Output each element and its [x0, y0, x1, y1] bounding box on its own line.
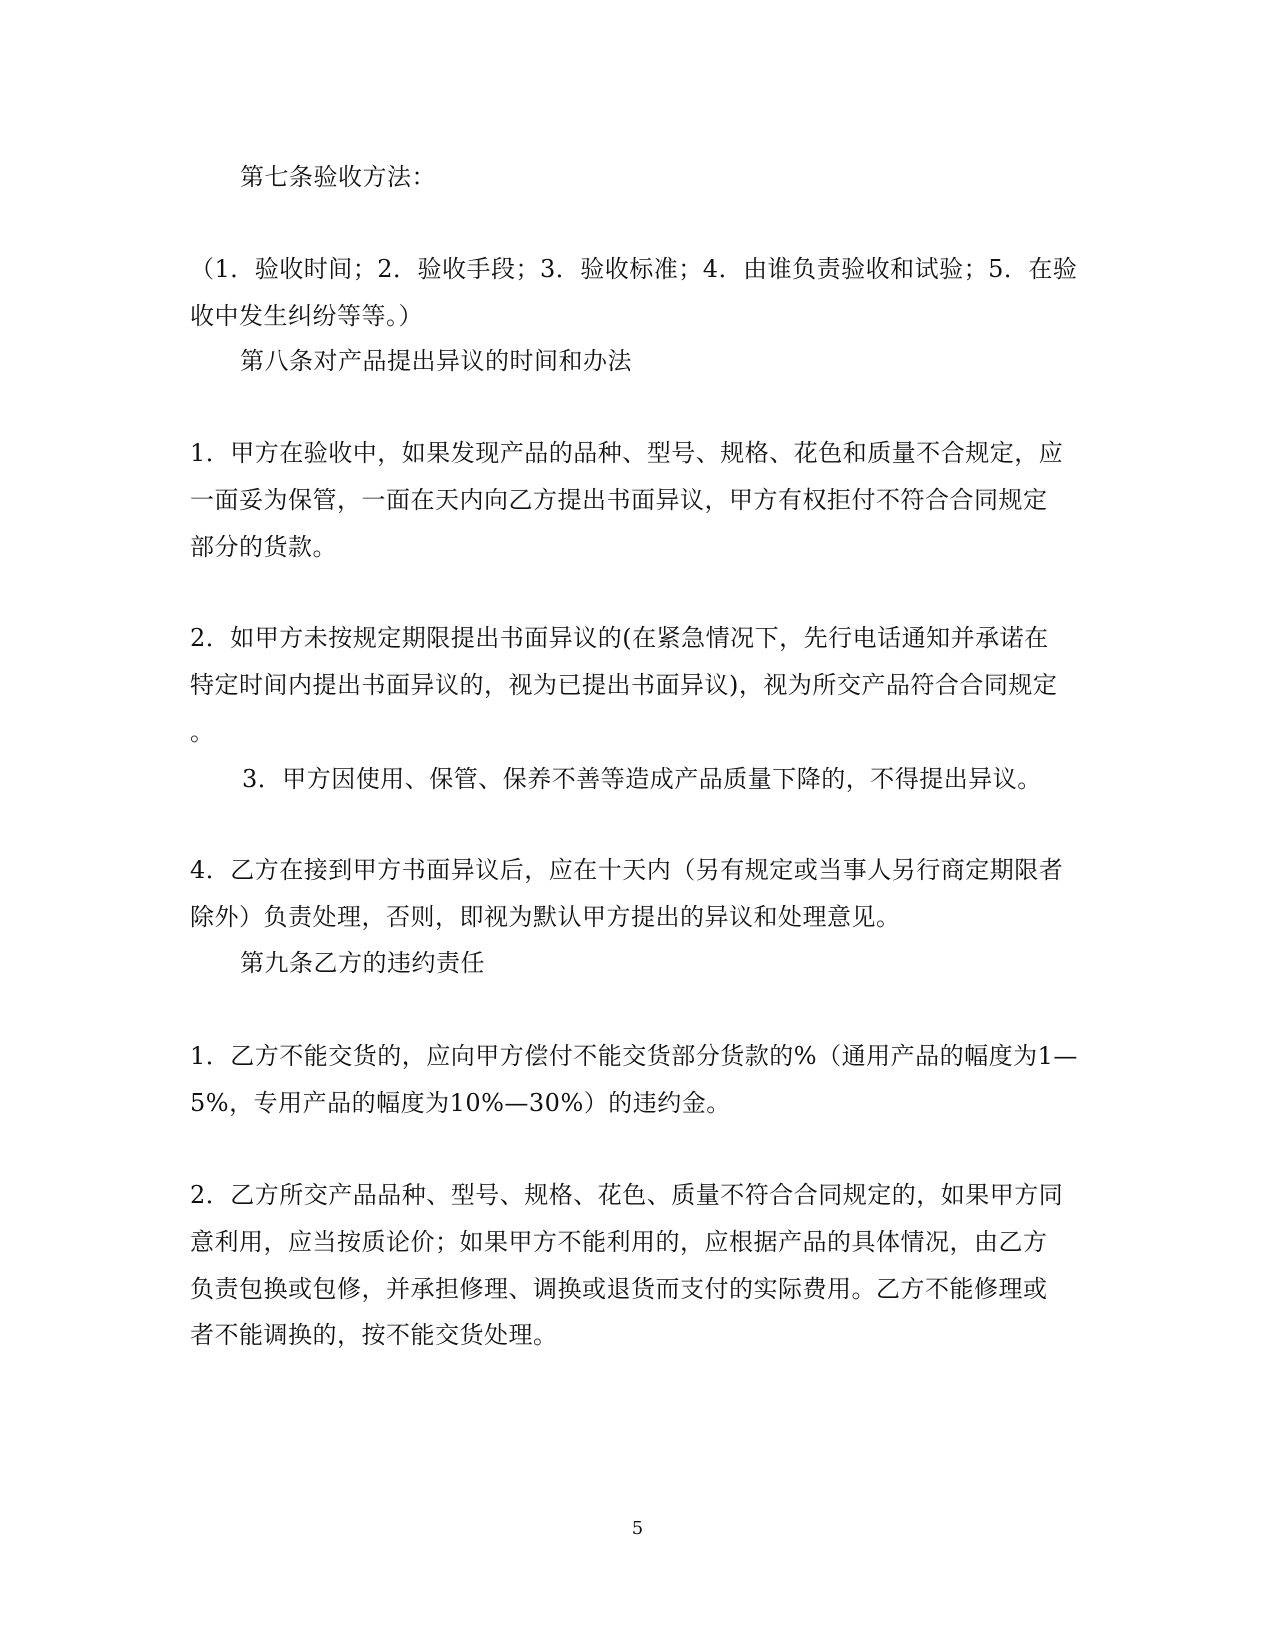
paragraph-line: 2．如甲方未按规定期限提出书面异议的(在紧急情况下，先行电话通知并承诺在	[190, 624, 1049, 652]
paragraph-line: 特定时间内提出书面异议的，视为已提出书面异议)，视为所交产品符合合同规定	[190, 671, 1058, 699]
page-number: 5	[631, 1518, 644, 1539]
paragraph-line: 除外）负责处理，否则，即视为默认甲方提出的异议和处理意见。	[190, 903, 901, 931]
paragraph-line: 意利用，应当按质论价；如果甲方不能利用的，应根据产品的具体情况，由乙方	[190, 1228, 1048, 1256]
paragraph-line: 者不能调换的，按不能交货处理。	[190, 1321, 558, 1349]
article-8-heading: 第八条对产品提出异议的时间和办法	[240, 347, 632, 375]
paragraph-line: 1．乙方不能交货的，应向甲方偿付不能交货部分货款的%（通用产品的幅度为1—	[190, 1042, 1078, 1070]
paragraph-line: 负责包换或包修，并承担修理、调换或退货而支付的实际费用。乙方不能修理或	[190, 1275, 1048, 1303]
article-9-heading: 第九条乙方的违约责任	[240, 949, 485, 977]
paragraph-line: 一面妥为保管，一面在天内向乙方提出书面异议，甲方有权拒付不符合合同规定	[190, 486, 1048, 514]
paragraph-line: 部分的货款。	[190, 533, 337, 561]
paragraph-line: 。	[190, 718, 215, 746]
paragraph-line: 收中发生纠纷等等。）	[190, 302, 423, 330]
article-7-heading: 第七条验收方法：	[240, 163, 436, 191]
paragraph-line: 4．乙方在接到甲方书面异议后，应在十天内（另有规定或当事人另行商定期限者	[190, 856, 1064, 884]
paragraph-line: （1．验收时间；2．验收手段；3．验收标准；4．由谁负责验收和试验；5．在验	[190, 255, 1078, 283]
paragraph-line: 1．甲方在验收中，如果发现产品的品种、型号、规格、花色和质量不合规定，应	[190, 439, 1064, 467]
paragraph-line: 5%，专用产品的幅度为10%—30%）的违约金。	[190, 1089, 731, 1117]
paragraph-line: 2．乙方所交产品品种、型号、规格、花色、质量不符合合同规定的，如果甲方同	[190, 1181, 1064, 1209]
paragraph-line: 3．甲方因使用、保管、保养不善等造成产品质量下降的，不得提出异议。	[242, 765, 1042, 793]
